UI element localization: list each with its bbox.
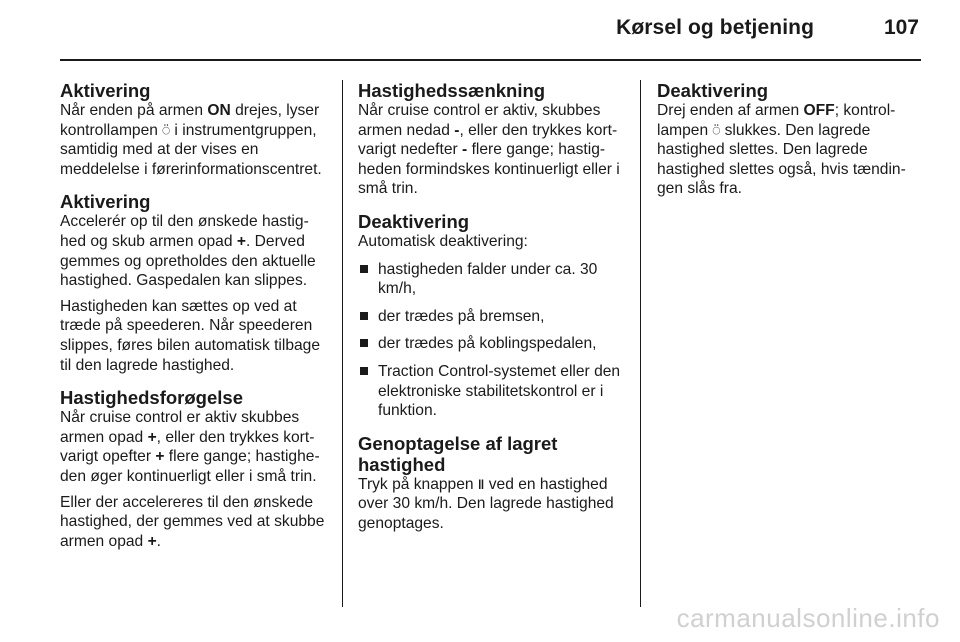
text: Når cruise control er aktiv, skubbes armen nedad (358, 102, 601, 139)
paragraph: Hastigheden kan sættes op ved at træde på speederen. Når speederen slippes, føres bilen automatisk tilbage til den lagrede hastighed. (60, 297, 321, 374)
page-number: 107 (883, 16, 919, 39)
text: Accelerér op til den ønskede hastighed og skub armen opad (60, 213, 309, 250)
pause-button-icon: ‖ (477, 476, 485, 492)
list-item: hastigheden falder under ca. 30 km/h, (358, 260, 624, 299)
header-rule (60, 59, 921, 61)
bold-text: + (155, 448, 165, 466)
section-heading: Deaktivering (358, 210, 470, 232)
bold-text: + (236, 232, 246, 250)
section-heading: Hastighedsforøgelse (60, 387, 243, 409)
column-divider (640, 80, 641, 607)
list-item: der trædes på koblingspedalen, (358, 334, 624, 354)
section-deactivation (358, 211, 624, 421)
section-speed-decrease (358, 80, 624, 199)
text: i instrumentgruppen, samtidig med at der vises en meddelelse i førerinformationscentret. (60, 121, 322, 178)
text: slukkes. Den lagrede hastighed slettes. Den lagrede hastighed slettes også, hvis tændingen slås fra. (657, 121, 906, 198)
section-heading: Aktivering (60, 191, 151, 213)
text: Når enden på armen (60, 102, 208, 119)
text: Når cruise control er aktiv skubbes armen opad (60, 409, 300, 446)
paragraph: Automatisk deaktivering: (358, 232, 528, 250)
bold-text: ON (207, 102, 231, 119)
column-3 (657, 80, 923, 211)
list-item: der trædes på bremsen, (358, 307, 624, 327)
paragraph (358, 101, 624, 199)
page-title: Kørsel og betjening (616, 16, 814, 39)
watermark: carmanualsonline.info (676, 603, 940, 633)
deactivation-list (358, 260, 624, 421)
paragraph (60, 101, 326, 179)
section-manual-deactivation (657, 80, 923, 199)
section-activation (60, 80, 326, 179)
section-heading: Genoptagelse af lagret hastighed (358, 432, 558, 475)
cruise-control-icon: ⍥ (712, 122, 721, 138)
bold-text: - (462, 141, 468, 159)
text: , eller den trykkes kortvarigt opefter (60, 428, 315, 466)
text: . Derved gemmes og opretholdes den aktuelle hastighed. Gaspedalen kan slippes. (60, 232, 316, 290)
paragraph (60, 493, 326, 552)
paragraph (60, 212, 326, 290)
paragraph (657, 101, 923, 199)
section-speed-increase (60, 387, 326, 551)
bold-text: OFF (803, 102, 835, 119)
text: Drej enden af armen (657, 102, 804, 119)
section-activation-2 (60, 191, 326, 375)
text: flere gange; hastigheden øger kontinuerligt eller i små trin. (60, 448, 320, 485)
list-item: Traction Control-systemet eller den elektroniske stabilitetskontrol er i funktion. (358, 362, 624, 421)
text: . (156, 532, 162, 550)
column-1 (60, 80, 326, 563)
text: drejes, lyser kontrollampen (60, 102, 320, 139)
text: ; kontrollampen (657, 102, 896, 139)
section-heading: Deaktivering (657, 80, 769, 101)
text: Tryk på knappen (358, 475, 478, 493)
section-heading: Aktivering (60, 80, 151, 101)
text: flere gange; hastigheden formindskes kontinuerligt eller i små trin. (358, 141, 620, 198)
bold-text: - (454, 121, 460, 139)
column-2 (358, 80, 624, 546)
paragraph (60, 408, 326, 486)
cruise-control-icon: ⍥ (162, 122, 171, 138)
bold-text: + (147, 428, 157, 446)
paragraph (358, 475, 624, 534)
column-divider (342, 80, 343, 607)
bold-text: + (147, 532, 157, 550)
section-resume (358, 433, 624, 534)
text: Eller der accelereres til den ønskede hastighed, der gemmes ved at skubbe armen opad (60, 493, 325, 550)
text: ved en hastighed over 30 km/h. Den lagrede hastighed genoptages. (358, 475, 614, 532)
section-heading: Hastighedssænkning (358, 80, 546, 101)
text: , eller den trykkes kortvarigt nedefter (358, 121, 618, 159)
